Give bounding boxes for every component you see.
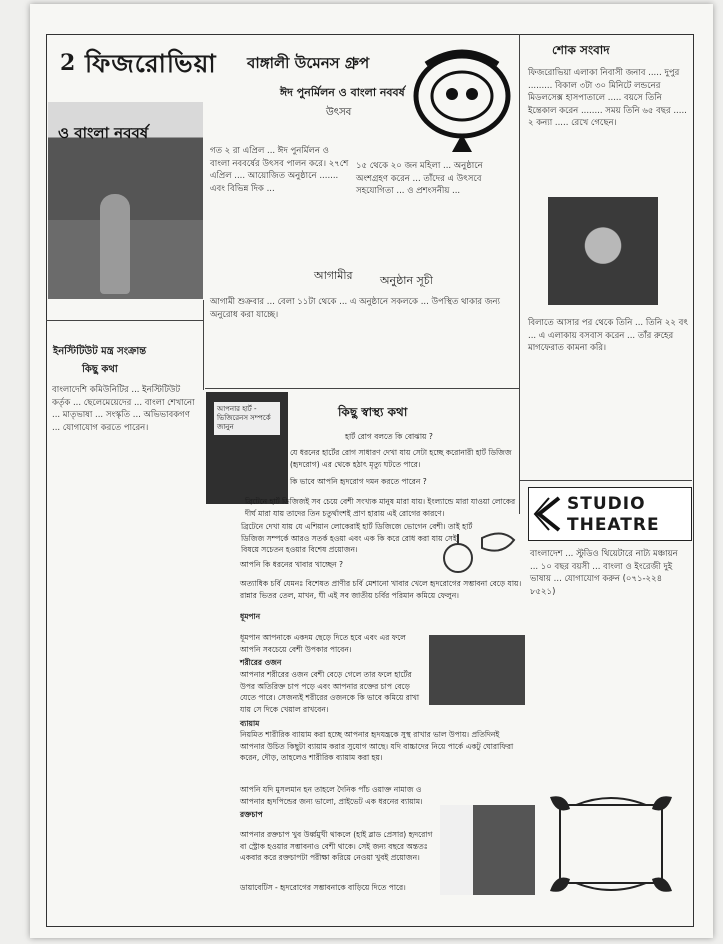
health-question-3: আপনি কি ধরনের খাবার খাচ্ছেন ? [240, 560, 343, 569]
section-divider [519, 480, 692, 481]
page-number: 2 [60, 50, 76, 76]
health-paragraph-5: ধূমপান আপনাকে একদম ছেড়ে দিতে হবে এবং এর ফলে আপনি সবচেয়ে বেশী উপকার পাবেন। [240, 633, 406, 654]
decorative-ornament-icon [406, 44, 518, 156]
health-paragraph-3: ব্রিটেনে দেখা যায় যে এশিয়ান লোকেরাই হার্ট ডিজিজে ভোগেন বেশী। তাই হার্ট ডিজিজ সম্পর্কে আরও সতর্ক হওয়া এবং এক কি করে রোধ করা যায় সেই বিষয়ে সচেতন হওয়ার বিশেষ প্রয়োজন। [241, 522, 473, 554]
school-body: বাংলাদেশি কমিউনিটির ... ইনস্টিটিউট কর্তৃক ... ছেলেমেয়েদের ... বাংলা শেখানো ... মাতৃভাষা ... সংস্কৃতি ... অভিভাবকগণ ... যোগাযোগ করতে পারেন। [52, 385, 195, 433]
book-cover [206, 392, 288, 504]
masthead-title: ফিজরোভিয়া [85, 49, 217, 78]
event-subtitle: উৎসব [326, 107, 352, 118]
exercise-photo [429, 635, 525, 705]
vegetables-illustration-icon [432, 520, 522, 578]
blood-pressure-photo [440, 805, 535, 895]
masthead-group: বাঙ্গালী উমেনস গ্রুপ [247, 54, 370, 72]
studio-line-2: THEATRE [567, 515, 660, 535]
health-paragraph-1: যে ধরনের হার্টের রোগ সাধারণ দেখা যায় সেটা হচ্ছে করোনারী হার্ট ডিজিজ (হৃদরোগ) এর থেকে হঠাৎ মৃত্যু ঘটতে পারে। [290, 448, 512, 469]
health-heading: কিছু স্বাস্থ্য কথা [338, 405, 408, 419]
health-paragraph-9: আপনার রক্তচাপ খুব উর্ধ্বমুখী থাকলে (হাই ব্লাড প্রেসার) হৃদরোগ বা স্ট্রোক হওয়ার সম্ভাবনাও বেশী থাকে। সেই জন্য বছরে অন্ততঃ একবার করে রক্তচাপটা পরীক্ষা করিয়ে নেওয়া খুবই প্রয়োজন। [240, 830, 433, 862]
event-photo [48, 102, 203, 299]
health-paragraph-2: ব্রিটেনে হার্ট ডিজিজই সব চেয়ে বেশী সংখ্যক মানুষ মারা যায়। ইংল্যান্ডে মারা যাওয়া লোকের দীর্ঘ মারা যায় তাদের তিন চতুর্থাংশই প্রাণ হারায় এই রোগের কারণে। [245, 497, 516, 518]
column-divider [519, 34, 520, 514]
obituary-body-top: ফিজরোভিয়া এলাকা নিবাসী জনাব ..... দুপুর ......... বিকাল ৩টা ৩০ মিনিটে লন্ডনের মিডলসেক্স হাসপাতালে ..... বয়সে তিনি ইন্তেকাল করেন ........ সময় তিনি ৬৫ বছর ..... ২ কন্যা ..... রেখে গেছেন। [528, 68, 687, 128]
health-keyword-smoking: ধূমপান [240, 612, 261, 621]
ornamental-frame-icon [546, 793, 676, 895]
health-paragraph-10: ডায়াবেটিস - হৃদরোগের সম্ভাবনাকে বাড়িয়ে দিতে পারে। [240, 883, 406, 892]
health-keyword-bp: রক্তচাপ [240, 810, 263, 819]
studio-body: বাংলাদেশ ... স্টুডিও থিয়েটারে নাট্য মঞ্চায়ন ... ১০ বছর বয়সী ... বাংলা ও ইংরেজী দুই ভাষায় ... যোগাযোগ করুন (০৭১-২২৪ ৮৫২১) [530, 549, 678, 597]
health-paragraph-7: নিয়মিত শারীরিক ব্যায়াম করা হচ্ছে আপনার হৃদযন্ত্রকে সুস্থ রাখার ভাল উপায়। প্রতিদিনই আপনার উচিত কিছুটা ব্যায়াম করার সুযোগ আছে। যদি বাচ্চাদের নিয়ে পার্কে একটু ঘোরাফিরা করেন, দৌড়, তাহলেও শারীরিক ব্যায়াম করা হয়। [240, 730, 514, 762]
photo-person [100, 194, 130, 294]
column-divider [203, 300, 204, 390]
health-keyword-exercise: ব্যায়াম [240, 719, 260, 728]
school-heading: ইনস্টিটিউট মন্ত্র সংক্রান্ত [53, 346, 147, 357]
studio-theatre-logo [528, 487, 692, 541]
health-keyword-weight: শরীরের ওজন [240, 658, 282, 667]
studio-logo-icon [533, 496, 563, 532]
program-body: আগামী শুক্রবার ... বেলা ১১টা থেকে ... এ অনুষ্ঠানে সকলকে ... উপস্থিত থাকার জন্য অনুরোধ করা যাচ্ছে। [210, 297, 500, 320]
event-column-right: ১৫ থেকে ২০ জন মহিলা ... অনুষ্ঠানে অংশগ্রহণ করেন ... তাঁদের এ উৎসবে সহযোগিতা ... ও প্রশংসনীয় ... [356, 161, 483, 196]
program-heading-b: অনুষ্ঠান সূচী [380, 274, 433, 287]
health-question-1: হার্ট রোগ বলতে কি বোঝায় ? [345, 432, 433, 441]
obituary-portrait [548, 197, 658, 305]
section-divider [205, 388, 519, 389]
health-question-2: কি ভাবে আপনি হৃদরোগ দমন করতে পারেন ? [290, 477, 427, 486]
event-title: ঈদ পুনর্মিলন ও বাংলা নববর্ষ [280, 86, 405, 99]
obituary-heading: শোক সংবাদ [552, 43, 610, 57]
school-subheading: কিছু কথা [82, 364, 118, 375]
health-paragraph-4: অত্যাধিক চর্বি যেমনঃ বিশেষত প্রাণীর চর্বি মেশানো খাবার খেলে হৃদরোগের সম্ভাবনা বেড়ে যায়। রান্নার ভিতর তেল, মাখন, ঘী এই সব জাতীয় চর্বির পরিমান কমিয়ে ফেলুন। [240, 579, 522, 600]
health-paragraph-6: আপনার শরীরের ওজন বেশী বেড়ে গেলে তার ফলে হার্টের উপর অতিরিক্ত চাপ পড়ে এবং আপনার রক্তের চাপ বেড়ে যেতে পারে। সেজন্যই শরীরের ওজনকে কি ভাবে কমিয়ে রাখা যায় সে দিকে খেয়াল রাখবেন। [240, 670, 420, 714]
section-divider [46, 320, 204, 321]
studio-line-1: STUDIO [567, 494, 646, 514]
event-column-left: গত ২ রা এপ্রিল ... ঈদ পুনর্মিলন ও বাংলা নববর্ষের উৎসব পালন করে। ২৭শে এপ্রিল .... আয়োজিত অনুষ্ঠানে ....... এবং বিভিন্ন দিক ... [210, 146, 349, 194]
book-title: আপনার হার্ট - ভিজিরেনস সম্পর্কে জানুন [214, 402, 280, 435]
photo-banner-text: ও বাংলা নববর্ষ [58, 124, 149, 142]
program-heading-a: আগামীর [314, 269, 353, 282]
obituary-body-bottom: বিলাতে আসার পর থেকে তিনি ... তিনি ২২ বৎ ... এ এলাকায় বসবাস করেন ... তাঁর রুহের মাগফেরাত কামনা করি। [528, 318, 688, 353]
health-paragraph-8: আপনি যদি মুসলমান হন তাহলে দৈনিক পাঁচ ওয়াক্ত নামাজ ও আপনার হৃদপিন্ডের জন্য ভালো, প্রাইভেট এক ধরনের ব্যায়াম। [240, 785, 423, 806]
